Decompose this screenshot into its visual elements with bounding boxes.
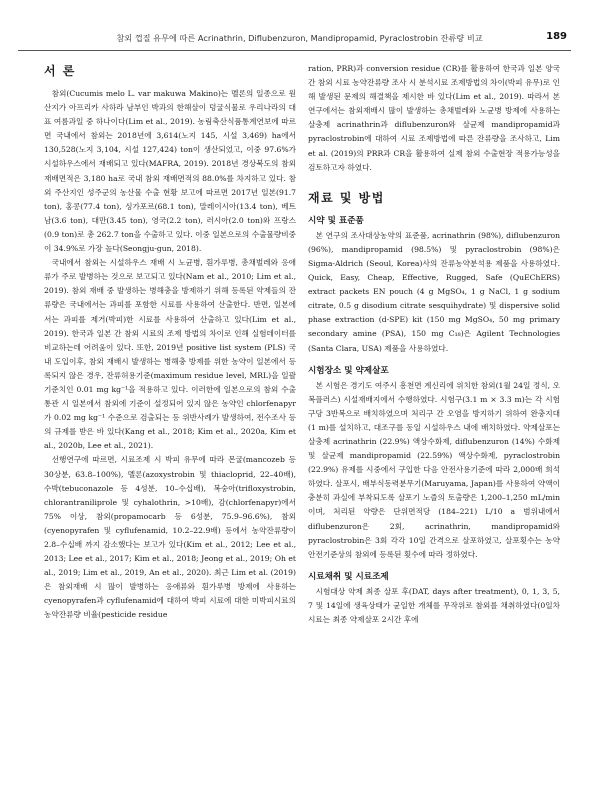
subsection-title-field-trial: 시험장소 및 약제살포 xyxy=(308,365,389,376)
sampling-paragraph: 시험대상 약제 최종 살포 후(DAT, days after treatment), 0, 1, 3, 5, 7 및 14일에 생육상태가 균일한 개체를 무작위로 참외를 채취하였다(0일차 시료는 최종 약제살포 2시간 후에 xyxy=(308,586,560,624)
subsection-title-reagents: 시약 및 표준품 xyxy=(308,215,364,226)
intro-paragraph-3: 선행연구에 따르면, 시료조제 시 박피 유무에 따라 몬굴(mancozeb 등 30상분, 63.8–100%), 멜론(azoxystrobin 및 thiacloprid, 22–40배), 수박(tebuconazole 등 4성분, 10–수십배), 복숭아(trifloxystrobin, chlorantraniliprole 및 cyhalothrin, >10배), 감(chlorfenapyr)에서 75% 이상, 참외(propamocarb 등 6성분, 75.9–96.6%), 참외(cyenopyrafen 및 cyflufenamid, 10.2–22.9배) 등에서 농약잔류량이 2.8–수십배 까지 감소했다는 보고가 있다(Kim et al., 2012; Lee et al., 2013; Lee et al., 2017; Kim et al., 2018; Jeong et al., 2019; Oh et al., 2019; Lim et al., 2019, An et al., 2020). 최근 Lim et al. (2019)은 참외재배 시 많이 발병하는 응애류와 흰가루병 방제에 사용하는 cyenopyrafen과 cyflufenamid에 대하여 박피 시료에 대한 미박피시료의 농약잔류량 비율(pesticide residue xyxy=(44,455,296,620)
intro-paragraph-continued: ration, PRR)과 conversion residue (CR)를 활용하여 한국과 일본 양국 간 참외 시료 농약잔류량 조사 시 분석시료 조제방법의 차이(박피 유무)로 인해 발생된 문제의 해결책을 제시한 바 있다(Lim et al., 2019). 따라서 본 연구에서는 참외재배시 많이 발생하는 총채벌레와 노균병 방제에 사용하는 살충제 acrinathrin과 diflubenzuron와 살균제 mandipropamid과 pyraclostrobin에 대하여 시료 조제방법에 따른 잔류량을 조사하고, Lim et al. (2019)의 PRR과 CR을 활용하여 실제 참외 수출현장 적용가능성을 검토하고자 하였다. xyxy=(308,64,560,172)
intro-paragraph-1: 참외(Cucumis melo L. var makuwa Makino)는 멜론의 일종으로 원산지가 아프리카 사하라 남부인 박과의 한해살이 덩굴식물로 우리나라의 대표 여름과일 중 하나이다(Lim et al., 2019). 농림축산식품통계연보에 따르면 국내에서 참외는 2018년에 3,614(노지 145, 시설 3,469) ha에서 130,528(노지 3,104, 시설 127,424) ton이 생산되었고, 이중 97.6%가 시설하우스에서 재배되고 있다(MAFRA, 2019). 2018년 경상북도의 참외 재배면적은 3,180 ha로 국내 참외 재배면적의 88.0%를 차지하고 있다. 참외 주산지인 성주군의 농산물 수출 현황 보고에 따르면 2017년 일본(91.7 ton), 홍콩(77.4 ton), 싱가포르(68.1 ton), 말레이시아(13.4 ton), 베트남(3.6 ton), 대만(3.45 ton), 영국(2.2 ton), 러시아(2.0 ton)와 프랑스(0.9 ton)로 총 262.7 ton을 수출하고 있다. 이중 일본으로의 수출물량비중이 34.9%로 가장 높다(Seongju-gun, 2018). xyxy=(44,89,296,254)
right-column xyxy=(308,62,560,627)
section-title-introduction: 서 론 xyxy=(44,64,76,78)
page-number: 189 xyxy=(546,31,567,42)
section-title-methods: 재료 및 방법 xyxy=(308,190,385,205)
intro-paragraph-2: 국내에서 참외는 시설하우스 재배 시 노균병, 흰가루병, 총채벌레와 응애류가 주로 발병하는 것으로 보고되고 있다(Nam et al., 2010; Lim et al., 2019). 참외 재배 중 발생하는 병해충을 방제하기 위해 등록된 약제들의 잔류량은 국내에서는 과피를 포함한 시료를 사용하여 산출한다. 반면, 일본에서는 과피를 제거(박피)한 시료를 사용하여 산출하고 있다(Lim et al., 2019). 한국과 일본 간 참외 시료의 조제 방법의 차이로 인해 실험데이터를 비교하는데 어려움이 있다. 또한, 2019년 positive list system (PLS) 국내 도입이후, 참외 재배시 발생하는 병해충 방제를 위한 농약이 일본에서 등록되지 않은 경우, 잔류허용기준(maximum residue level, MRL)을 일괄기준치인 0.01 mg kg⁻¹을 적용하고 있다. 이러한에 일본으로의 참외 수출 통관 시 일본에서 참외에 기준이 설정되어 있지 않은 농약인 chlorfenapyr가 0.02 mg kg⁻¹ 수준으로 검출되는 등 위반사례가 발생하여, 전수조사 등의 규제를 받은 바 있다(Kang et al., 2018; Kim et al., 2020a, Kim et al., 2020b, Lee et al., 2021). xyxy=(44,258,296,451)
left-column xyxy=(44,62,296,623)
running-title: 참외 껍질 유무에 따른 Acrinathrin, Diflubenzuron, Mandipropamid, Pyraclostrobin 잔류량 비교 xyxy=(116,33,483,43)
field-trial-paragraph: 본 시험은 경기도 여주시 흥천면 계신리에 위치한 참외(1월 24일 정식, 오복플러스) 시설재배지에서 수행하였다. 시험구(3.1 m × 3.3 m)는 각 시험구당 3반복으로 배치하였으며 처리구 간 오염을 방지하기 위하여 완충지대(1 m)를 설치하고, 대조구를 동일 시설하우스 내에 배치하였다. 약제살포는 살충제 acrinathrin (22.9%) 액상수화제, diflubenzuron (14%) 수화제 및 살균제 mandipropamid (22.59%) 액상수화제, pyraclostrobin (22.9%) 유제를 시중에서 구입한 다음 안전사용기준에 따라 2,000배 희석하였다. 살포시, 배부식동력분무기(Maruyama, Japan)를 사용하여 약액이 충분히 과실에 부착되도록 살포기 노즐의 토출량은 1,200–1,250 mL/min 이며, 처리된 약량은 단위면적당 (184–221) L/10 a 범위내에서 diflubenzuron은 2회, acrinathrin, mandipropamid와 pyraclostrobin은 3회 각각 10일 간격으로 살포하였고, 살포횟수는 농약안전기준상의 참외에 등록된 횟수에 따라 정하였다. xyxy=(308,380,560,559)
reagents-paragraph: 본 연구의 조사대상농약의 표준품, acrinathrin (98%), diflubenzuron (96%), mandipropamid (98.5%) 및 pyraclostrobin (98%)은 Sigma-Aldrich (Seoul, Korea)사의 잔류농약분석용 제품을 사용하였다. Quick, Easy, Cheap, Effective, Rugged, Safe (QuEChERS) extract packets EN pouch (4 g MgSO₄, 1 g NaCl, 1 g sodium citrate, 0.5 g disodium citrate sesquihydrate) 및 dispersive solid phase extraction (d-SPE) kit (150 mg MgSO₄, 50 mg primary secondary amine (PSA), 150 mg C₁₈)은 Agilent Technologies (Santa Clara, USA) 제품을 사용하였다. xyxy=(308,230,560,353)
subsection-title-sampling: 시료채취 및 시료조제 xyxy=(308,571,389,582)
running-header xyxy=(18,30,571,51)
